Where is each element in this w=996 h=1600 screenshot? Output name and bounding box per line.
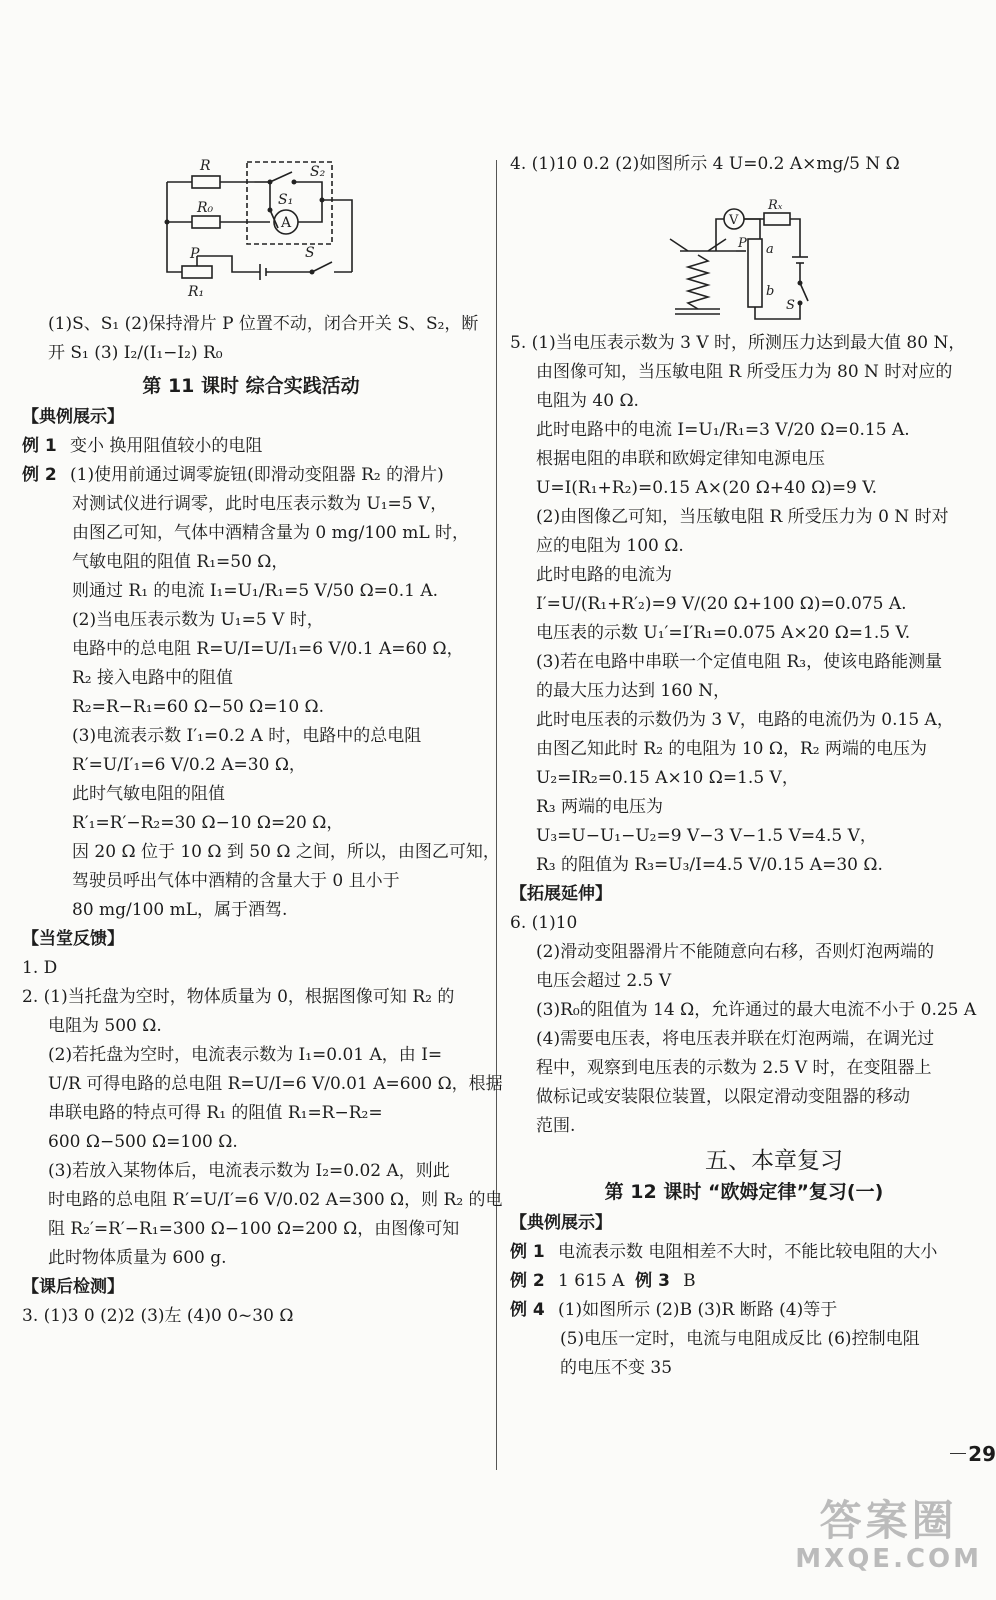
question-6-line: 电压会超过 2.5 V <box>536 971 672 991</box>
section-after-class: 【课后检测】 <box>22 1277 124 1297</box>
label-Rx: Rₓ <box>768 198 783 213</box>
question-6-line: 程中，观察到电压表的示数为 2.5 V 时，在变阻器上 <box>536 1058 932 1078</box>
feedback-2-line: 600 Ω−500 Ω=100 Ω. <box>48 1132 238 1152</box>
chapter-title: 五、本章复习 <box>705 1148 843 1174</box>
example-1-label: 例 1 <box>22 436 57 456</box>
question-5-line: 5. (1)当电压表示数为 3 V 时，所测压力达到最大值 80 N， <box>510 333 966 353</box>
example-2-line: R₂ 接入电路中的阻值 <box>72 668 234 688</box>
example-2-line: R′₁=R′−R₂=30 Ω−10 Ω=20 Ω， <box>72 813 344 833</box>
watermark <box>795 1488 982 1574</box>
question-5-line: R₃ 的阻值为 R₃=U₃/I=4.5 V/0.15 A=30 Ω. <box>536 855 883 875</box>
left-column <box>22 150 503 1331</box>
question-5-line: 此时电路的电流为 <box>536 565 672 585</box>
section-example-2: 【典例展示】 <box>510 1213 612 1233</box>
section-extend: 【拓展延伸】 <box>510 884 612 904</box>
example-2-line: 对测试仪进行调零，此时电压表示数为 U₁=5 V， <box>72 494 448 514</box>
example-2-line: 则通过 R₁ 的电流 I₁=U₁/R₁=5 V/50 Ω=0.1 A. <box>72 581 439 601</box>
question-5-line: (2)由图像乙可知，当压敏电阻 R 所受压力为 0 N 时对 <box>536 507 949 527</box>
example-2-line: 由图乙可知，气体中酒精含量为 0 mg/100 mL 时， <box>72 523 470 543</box>
page-number-dash <box>950 1453 966 1454</box>
column-divider <box>496 160 497 1470</box>
lesson-11-title: 第 11 课时 综合实践活动 <box>142 375 360 397</box>
answer-1-line-2: 开 S₁ (3) I₂/(I₁−I₂) R₀ <box>48 343 223 363</box>
example-2-line: (1)使用前通过调零旋钮(即滑动变阻器 R₂ 的滑片) <box>70 465 444 485</box>
label-P: P <box>190 246 200 262</box>
example-2-line: 因 20 Ω 位于 10 Ω 到 50 Ω 之间，所以，由图乙可知， <box>72 842 500 862</box>
question-5-line: (3)若在电路中串联一个定值电阻 R₃，使该电路能测量 <box>536 652 943 672</box>
question-5-line: 此时电路中的电流 I=U₁/R₁=3 V/20 Ω=0.15 A. <box>536 420 910 440</box>
example-1-text: 电流表示数 电阻相差不大时，不能比较电阻的大小 <box>558 1242 938 1262</box>
question-6-line: (3)R₀的阻值为 14 Ω，允许通过的最大电流不小于 0.25 A <box>536 1000 977 1020</box>
label-R0: R₀ <box>197 200 214 216</box>
question-5-line: 应的电阻为 100 Ω. <box>536 536 684 556</box>
label-V: V <box>729 213 739 228</box>
circuit-diagram-2 <box>510 179 978 329</box>
example-2-line: (3)电流表示数 I′₁=0.2 A 时，电路中的总电阻 <box>72 726 422 746</box>
question-5-line: I′=U/(R₁+R′₂)=9 V/(20 Ω+100 Ω)=0.075 A. <box>536 594 907 614</box>
label-S1: S₁ <box>278 192 294 208</box>
label-a: a <box>766 242 774 257</box>
section-example: 【典例展示】 <box>22 407 124 427</box>
question-5-line: 根据电阻的串联和欧姆定律知电源电压 <box>536 449 825 469</box>
example-4-label: 例 4 <box>510 1300 545 1320</box>
question-6-line: (2)滑动变阻器滑片不能随意向右移，否则灯泡两端的 <box>536 942 935 962</box>
example-4-line: 的电压不变 35 <box>560 1358 673 1378</box>
example-2-line: (2)当电压表示数为 U₁=5 V 时， <box>72 610 324 630</box>
question-6-line: 范围. <box>536 1116 576 1136</box>
lesson-12-title: 第 12 课时 “欧姆定律”复习(一) <box>604 1181 884 1203</box>
example-3-text: B <box>683 1271 696 1291</box>
feedback-2-line: 时电路的总电阻 R′=U/I′=6 V/0.02 A=300 Ω，则 R₂ 的电 <box>48 1190 503 1210</box>
page-number: 29 <box>968 1442 996 1466</box>
label-S: S <box>305 245 315 261</box>
feedback-2-line: U/R 可得电路的总电阻 R=U/I=6 V/0.01 A=600 Ω，根据 <box>48 1074 503 1094</box>
feedback-2-line: 阻 R₂′=R′−R₁=300 Ω−100 Ω=200 Ω，由图像可知 <box>48 1219 460 1239</box>
answer-1-line-1: (1)S、S₁ (2)保持滑片 P 位置不动，闭合开关 S、S₂，断 <box>48 314 479 334</box>
question-5-line: 由图乙知此时 R₂ 的电阻为 10 Ω，R₂ 两端的电压为 <box>536 739 927 759</box>
example-2-line: 驾驶员呼出气体中酒精的含量大于 0 且小于 <box>72 871 400 891</box>
example-2-line: 此时气敏电阻的阻值 <box>72 784 225 804</box>
question-5-line: 由图像可知，当压敏电阻 R 所受压力为 80 N 时对应的 <box>536 362 953 382</box>
watermark-line-1: 答案圈 <box>819 1496 958 1545</box>
example-4-line: (5)电压一定时，电流与电阻成反比 (6)控制电阻 <box>560 1329 920 1349</box>
question-5-line: R₃ 两端的电压为 <box>536 797 664 817</box>
question-6-line: 做标记或安装限位装置，以限定滑动变阻器的移动 <box>536 1087 910 1107</box>
feedback-2-line: (2)若托盘为空时，电流表示数为 I₁=0.01 A，由 I= <box>48 1045 443 1065</box>
label-P: P <box>738 236 747 251</box>
label-S2: S₂ <box>310 164 326 180</box>
example-2-line: R′=U/I′₁=6 V/0.2 A=30 Ω， <box>72 755 306 775</box>
question-6-line: 6. (1)10 <box>510 913 578 933</box>
feedback-2-line: (3)若放入某物体后，电流表示数为 I₂=0.02 A，则此 <box>48 1161 450 1181</box>
example-2-text: 1 615 A <box>558 1271 625 1291</box>
section-feedback: 【当堂反馈】 <box>22 929 124 949</box>
question-5-line: U₂=IR₂=0.15 A×10 Ω=1.5 V， <box>536 768 799 788</box>
label-R: R <box>200 158 211 174</box>
example-2-label: 例 2 <box>510 1271 545 1291</box>
label-A: A <box>281 215 292 231</box>
label-b: b <box>766 284 775 299</box>
example-1-label: 例 1 <box>510 1242 545 1262</box>
right-column <box>510 150 978 1383</box>
label-S: S <box>786 298 795 313</box>
watermark-line-2: MXQE.COM <box>795 1544 982 1574</box>
feedback-2-line: 电阻为 500 Ω. <box>48 1016 162 1036</box>
feedback-2-line: 此时物体质量为 600 g. <box>48 1248 227 1268</box>
question-5-line: 电阻为 40 Ω. <box>536 391 639 411</box>
example-4-line: (1)如图所示 (2)B (3)R 断路 (4)等于 <box>558 1300 838 1320</box>
question-4: 4. (1)10 0.2 (2)如图所示 4 U=0.2 A×mg/5 N Ω <box>510 154 900 174</box>
after-class-3: 3. (1)3 0 (2)2 (3)左 (4)0 0~30 Ω <box>22 1306 294 1326</box>
question-5-line: 的最大压力达到 160 N， <box>536 681 731 701</box>
example-3-label: 例 3 <box>635 1271 670 1291</box>
example-2-line: R₂=R−R₁=60 Ω−50 Ω=10 Ω. <box>72 697 325 717</box>
example-2-label: 例 2 <box>22 465 57 485</box>
example-2-line: 电路中的总电阻 R=U/I=U/I₁=6 V/0.1 A=60 Ω， <box>72 639 464 659</box>
question-5-line: 电压表的示数 U₁′=I′R₁=0.075 A×20 Ω=1.5 V. <box>536 623 911 643</box>
feedback-2-line: 2. (1)当托盘为空时，物体质量为 0，根据图像可知 R₂ 的 <box>22 987 455 1007</box>
question-5-line: 此时电压表的示数仍为 3 V，电路的电流仍为 0.15 A， <box>536 710 954 730</box>
example-1-text: 变小 换用阻值较小的电阻 <box>70 436 263 456</box>
question-5-line: U₃=U−U₁−U₂=9 V−3 V−1.5 V=4.5 V， <box>536 826 877 846</box>
label-R1: R₁ <box>188 284 205 300</box>
question-5-line: U=I(R₁+R₂)=0.15 A×(20 Ω+40 Ω)=9 V. <box>536 478 877 498</box>
example-2-line: 80 mg/100 mL，属于酒驾. <box>72 900 288 920</box>
feedback-1: 1. D <box>22 958 58 978</box>
example-2-line: 气敏电阻的阻值 R₁=50 Ω， <box>72 552 289 572</box>
feedback-2-line: 串联电路的特点可得 R₁ 的阻值 R₁=R−R₂= <box>48 1103 383 1123</box>
circuit-diagram-1 <box>22 150 480 310</box>
question-6-line: (4)需要电压表，将电压表并联在灯泡两端，在调光过 <box>536 1029 935 1049</box>
